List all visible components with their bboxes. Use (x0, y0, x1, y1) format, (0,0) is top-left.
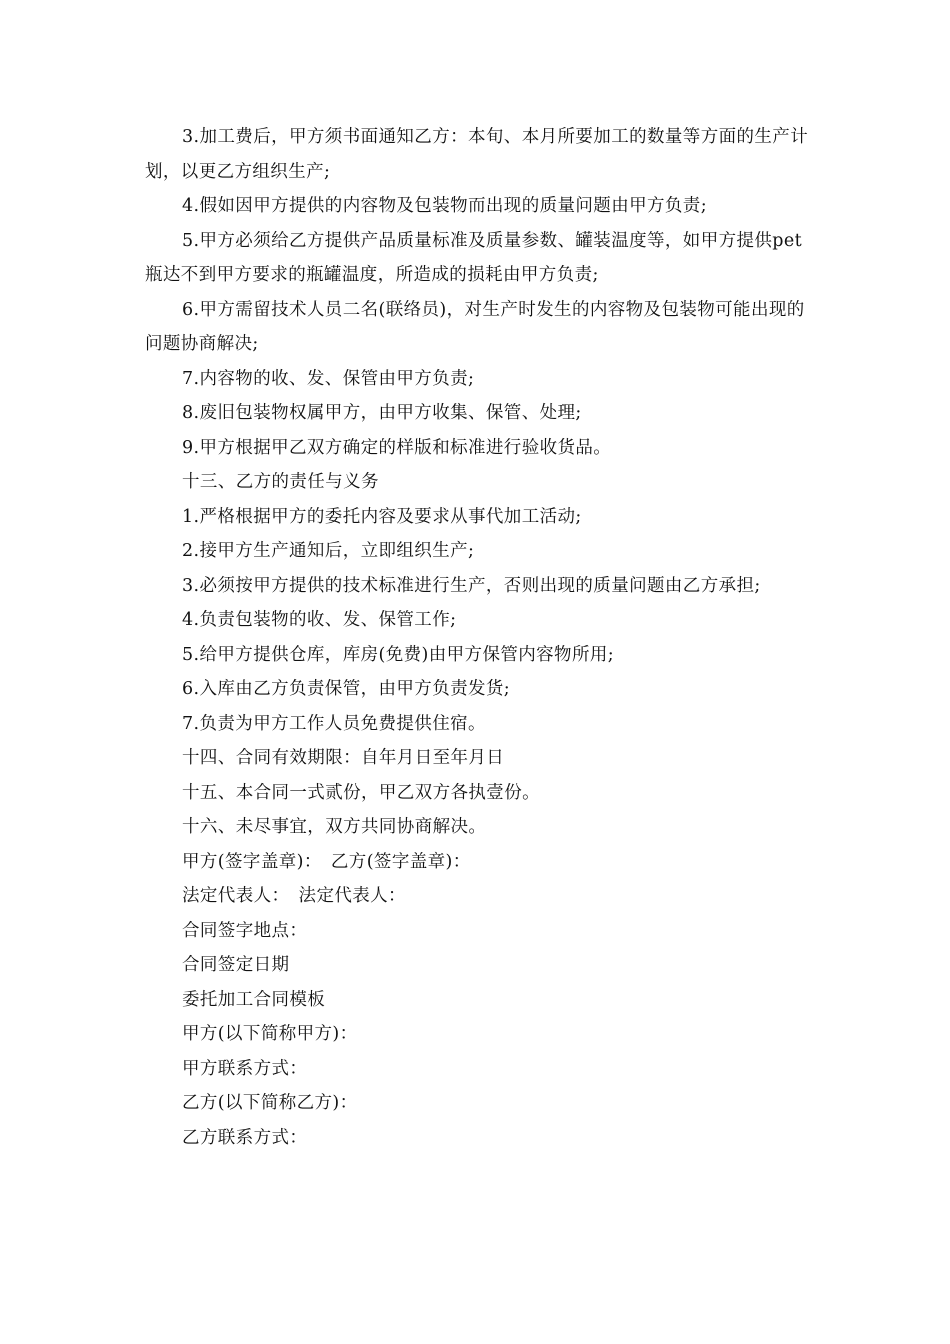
section-heading: 十三、乙方的责任与义务 (182, 472, 379, 492)
paragraph: 5.给甲方提供仓库，库房(免费)由甲方保管内容物所用; (182, 644, 615, 665)
party-field: 乙方联系方式： (182, 1127, 308, 1148)
party-field: 乙方(以下简称乙方)： (182, 1093, 358, 1113)
document-title: 委托加工合同模板 (182, 989, 326, 1010)
paragraph: 9.甲方根据甲乙双方确定的样版和标准进行验收货品。 (182, 437, 612, 458)
section-heading: 十四、合同有效期限：自年月日至年月日 (182, 748, 505, 768)
paragraph: 4.负责包装物的收、发、保管工作; (182, 610, 457, 630)
paragraph: 7.内容物的收、发、保管由甲方负责; (182, 368, 475, 389)
party-field: 甲方联系方式： (182, 1058, 308, 1079)
paragraph: 6.甲方需留技术人员二名(联络员)，对生产时发生的内容物及包装物可能出现的问题协商解决; (145, 299, 805, 354)
signature-line: 甲方(签字盖章)： 乙方(签字盖章)： (182, 851, 471, 872)
party-field: 甲方(以下简称甲方)： (182, 1024, 358, 1044)
paragraph: 1.严格根据甲方的委托内容及要求从事代加工活动; (182, 506, 582, 527)
paragraph: 2.接甲方生产通知后，立即组织生产; (182, 541, 475, 561)
signature-line: 合同签字地点： (182, 920, 308, 941)
signature-line: 合同签定日期 (182, 955, 290, 975)
section-heading: 十五、本合同一式贰份，甲乙双方各执壹份。 (182, 782, 540, 803)
paragraph: 8.废旧包装物权属甲方，由甲方收集、保管、处理; (182, 403, 582, 423)
document-body (145, 120, 815, 1155)
paragraph: 5.甲方必须给乙方提供产品质量标准及质量参数、罐装温度等，如甲方提供pet瓶达不到甲方要求的瓶罐温度，所造成的损耗由甲方负责; (145, 230, 803, 285)
paragraph: 3.加工费后，甲方须书面通知乙方：本旬、本月所要加工的数量等方面的生产计划，以更乙方组织生产; (145, 127, 809, 182)
paragraph: 7.负责为甲方工作人员免费提供住宿。 (182, 713, 486, 734)
paragraph: 4.假如因甲方提供的内容物及包装物而出现的质量问题由甲方负责; (182, 196, 707, 216)
paragraph: 6.入库由乙方负责保管，由甲方负责发货; (182, 679, 511, 699)
signature-line: 法定代表人： 法定代表人： (182, 886, 406, 906)
section-heading: 十六、未尽事宜，双方共同协商解决。 (182, 817, 487, 837)
paragraph: 3.必须按甲方提供的技术标准进行生产，否则出现的质量问题由乙方承担; (182, 575, 761, 596)
